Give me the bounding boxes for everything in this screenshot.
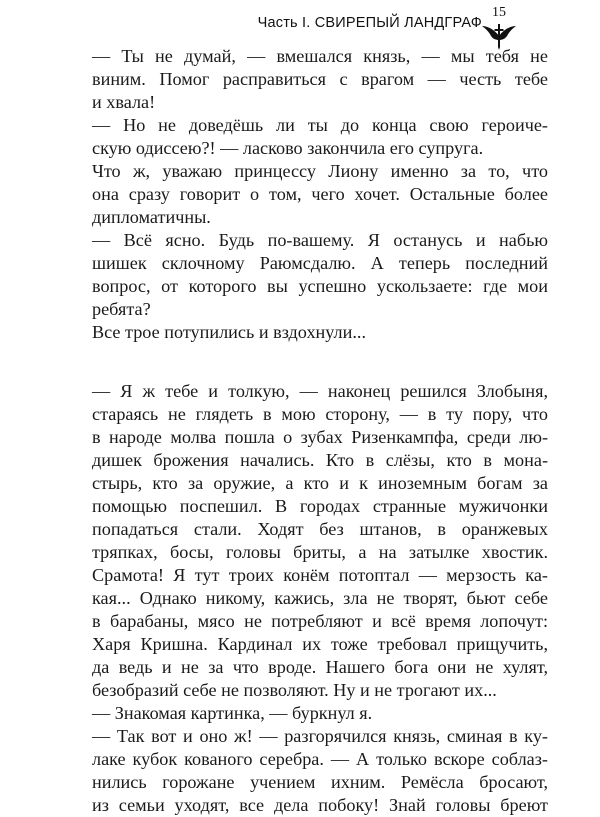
text-line: вопрос, от которого вы успешно ускользаете: где мои (92, 276, 548, 296)
text-line: — Но не доведёшь ли ты до конца свою героиче- (92, 115, 548, 135)
text-line: лаке кубок кованого серебра. — А только вскоре соблаз- (92, 749, 548, 769)
paragraph (48, 114, 548, 160)
text-line: стараясь не глядеть в мою сторону, — в ту пору, что (92, 404, 548, 424)
text-line: в народе молва пошла о зубах Ризенкампфа, среди лю- (92, 427, 548, 447)
text-line: тряпках, босы, головы бриты, а на затылке хвостик. (92, 542, 548, 562)
text-line: виним. Помог расправиться с врагом — честь тебе (92, 69, 548, 89)
text-line: шишек склочному Раюмсдалю. А теперь последний (92, 253, 548, 273)
text-line: — Ты не думай, — вмешался князь, — мы тебя не (92, 46, 548, 66)
text-line: дипломатичны. (92, 207, 211, 227)
paragraph (48, 725, 548, 817)
text-line: дишек брожения начались. Кто в слёзы, кто в мона- (92, 450, 548, 470)
text-line: помощью поспешил. В городах странные мужичонки (92, 496, 548, 516)
text-line: Что ж, уважаю принцессу Лиону именно за то, что (92, 161, 548, 181)
text-line: безобразий себе не позволяют. Ну и не трогают их... (92, 680, 497, 700)
text-line: скую одиссею?! — ласково закончила его супруга. (92, 138, 484, 158)
paragraph (48, 321, 548, 344)
text-line: ребята? (92, 299, 151, 319)
paragraph (48, 380, 548, 702)
page-number: 15 (492, 5, 506, 20)
text-line: — Так вот и оно ж! — разгорячился князь, сминая в ку- (92, 726, 548, 746)
text-line: да ведь и не за что вроде. Нашего бога они не хулят, (92, 657, 548, 677)
paragraph (48, 229, 548, 321)
text-line: попадаться стали. Ходят без штанов, в оранжевых (92, 519, 548, 539)
running-header (0, 0, 600, 50)
text-line: и хвала! (92, 92, 156, 112)
text-line: Все трое потупились и вздохнули... (92, 322, 367, 342)
text-line: в барабаны, мясо не потребляют и всё время лопочут: (92, 611, 548, 631)
text-line: она сразу говорит о том, чего хочет. Остальные более (92, 184, 548, 204)
running-title: Часть I. СВИРЕПЫЙ ЛАНДГРАФ (257, 15, 482, 31)
text-line: кая... Однако никому, кажись, зла не творят, бьют себе (92, 588, 548, 608)
text-line: — Всё ясно. Будь по-вашему. Я останусь и набью (92, 230, 548, 250)
paragraph (48, 702, 548, 725)
section-break (48, 344, 548, 380)
text-line: Харя Кришна. Кардинал их тоже требовал прищучить, (92, 634, 548, 654)
text-line: Срамота! Я тут троих конём потоптал — мерзость ка- (92, 565, 548, 585)
text-line: — Знакомая картинка, — буркнул я. (92, 703, 373, 723)
paragraph (48, 160, 548, 229)
text-line: из семьи уходят, все дела побоку! Знай головы бреют (92, 795, 548, 815)
paragraph (48, 45, 548, 114)
text-line: стырь, кто за оружие, а кто и к иноземным богам за (92, 473, 548, 493)
text-line: нились горожане учением ихним. Ремёсла бросают, (92, 772, 548, 792)
body-text (48, 45, 548, 817)
text-line: — Я ж тебе и толкую, — наконец решился Злобыня, (92, 381, 548, 401)
